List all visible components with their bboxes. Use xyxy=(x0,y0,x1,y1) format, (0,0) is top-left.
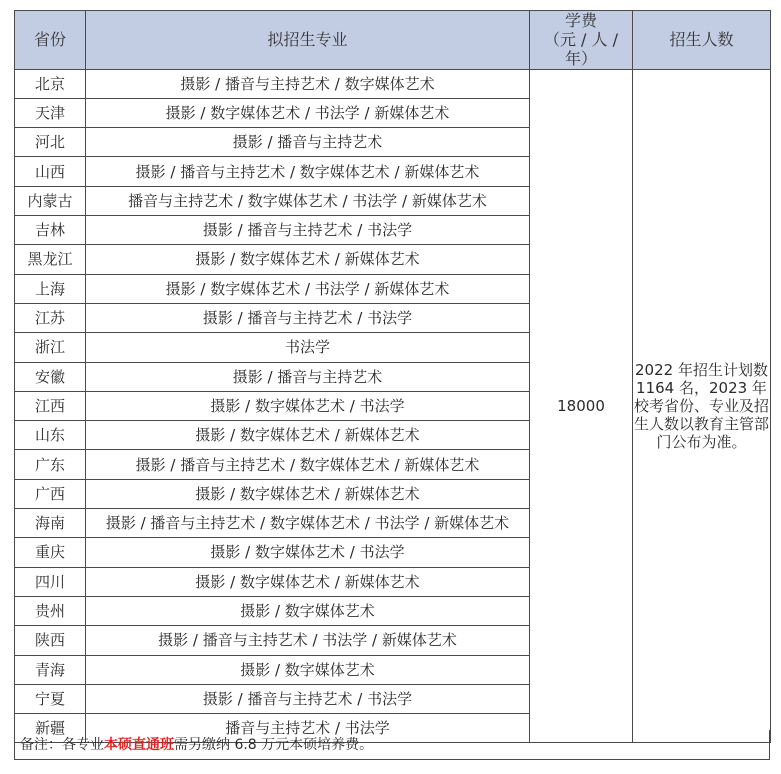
province-cell: 天津 xyxy=(15,98,86,127)
majors-cell: 摄影 / 数字媒体艺术 / 书法学 / 新媒体艺术 xyxy=(86,274,530,303)
majors-cell: 摄影 / 数字媒体艺术 / 新媒体艺术 xyxy=(86,421,530,450)
province-cell: 广西 xyxy=(15,479,86,508)
majors-cell: 摄影 / 数字媒体艺术 / 新媒体艺术 xyxy=(86,245,530,274)
header-tuition-line1: 学费 xyxy=(564,11,597,30)
province-cell: 青海 xyxy=(15,655,86,684)
province-cell: 吉林 xyxy=(15,216,86,245)
province-cell: 内蒙古 xyxy=(15,186,86,215)
header-row xyxy=(15,11,771,70)
province-cell: 海南 xyxy=(15,509,86,538)
majors-cell: 摄影 / 播音与主持艺术 / 书法学 / 新媒体艺术 xyxy=(86,626,530,655)
province-cell: 浙江 xyxy=(15,333,86,362)
enrollment-note-cell: 2022 年招生计划数 1164 名，2023 年校考省份、专业及招生人数以教育主管部门公布为准。 xyxy=(633,69,771,743)
majors-cell: 摄影 / 数字媒体艺术 xyxy=(86,596,530,625)
header-tuition-line2: （元 / 人 / 年） xyxy=(543,30,619,69)
majors-cell: 摄影 / 数字媒体艺术 / 书法学 xyxy=(86,391,530,420)
province-cell: 江苏 xyxy=(15,303,86,332)
footnote-suffix: 需另缴纳 6.8 万元本硕培养费。 xyxy=(174,737,374,753)
footnote xyxy=(14,730,770,760)
province-cell: 山东 xyxy=(15,421,86,450)
majors-cell: 摄影 / 播音与主持艺术 / 数字媒体艺术 / 书法学 / 新媒体艺术 xyxy=(86,509,530,538)
majors-cell: 播音与主持艺术 / 数字媒体艺术 / 书法学 / 新媒体艺术 xyxy=(86,186,530,215)
province-cell: 广东 xyxy=(15,450,86,479)
province-cell: 四川 xyxy=(15,567,86,596)
majors-cell: 摄影 / 播音与主持艺术 / 书法学 xyxy=(86,216,530,245)
majors-cell: 摄影 / 播音与主持艺术 xyxy=(86,362,530,391)
table-row xyxy=(15,69,771,98)
province-cell: 新疆 xyxy=(15,714,86,743)
majors-cell: 摄影 / 数字媒体艺术 / 书法学 xyxy=(86,538,530,567)
majors-cell: 摄影 / 播音与主持艺术 / 数字媒体艺术 xyxy=(86,69,530,98)
province-cell: 宁夏 xyxy=(15,684,86,713)
footnote-highlight: 本硕直通班 xyxy=(104,737,174,753)
majors-cell: 摄影 / 播音与主持艺术 xyxy=(86,128,530,157)
tuition-cell: 18000 xyxy=(530,69,633,743)
majors-cell: 摄影 / 播音与主持艺术 / 书法学 xyxy=(86,684,530,713)
majors-cell: 摄影 / 播音与主持艺术 / 数字媒体艺术 / 新媒体艺术 xyxy=(86,450,530,479)
province-cell: 江西 xyxy=(15,391,86,420)
majors-cell: 摄影 / 数字媒体艺术 / 新媒体艺术 xyxy=(86,567,530,596)
majors-cell: 书法学 xyxy=(86,333,530,362)
province-cell: 上海 xyxy=(15,274,86,303)
province-cell: 北京 xyxy=(15,69,86,98)
province-cell: 黑龙江 xyxy=(15,245,86,274)
majors-cell: 摄影 / 数字媒体艺术 / 新媒体艺术 xyxy=(86,479,530,508)
province-cell: 重庆 xyxy=(15,538,86,567)
majors-cell: 播音与主持艺术 / 书法学 xyxy=(86,714,530,743)
province-cell: 安徽 xyxy=(15,362,86,391)
header-province: 省份 xyxy=(15,11,86,70)
header-tuition xyxy=(530,11,633,70)
province-cell: 陕西 xyxy=(15,626,86,655)
province-cell: 山西 xyxy=(15,157,86,186)
admissions-table xyxy=(14,10,771,743)
header-majors: 拟招生专业 xyxy=(86,11,530,70)
majors-cell: 摄影 / 数字媒体艺术 / 书法学 / 新媒体艺术 xyxy=(86,98,530,127)
table-body xyxy=(15,69,771,743)
province-cell: 贵州 xyxy=(15,596,86,625)
header-enrollment: 招生人数 xyxy=(633,11,771,70)
province-cell: 河北 xyxy=(15,128,86,157)
majors-cell: 摄影 / 播音与主持艺术 / 书法学 xyxy=(86,303,530,332)
majors-cell: 摄影 / 数字媒体艺术 xyxy=(86,655,530,684)
majors-cell: 摄影 / 播音与主持艺术 / 数字媒体艺术 / 新媒体艺术 xyxy=(86,157,530,186)
footnote-prefix: 备注：各专业 xyxy=(20,737,104,753)
